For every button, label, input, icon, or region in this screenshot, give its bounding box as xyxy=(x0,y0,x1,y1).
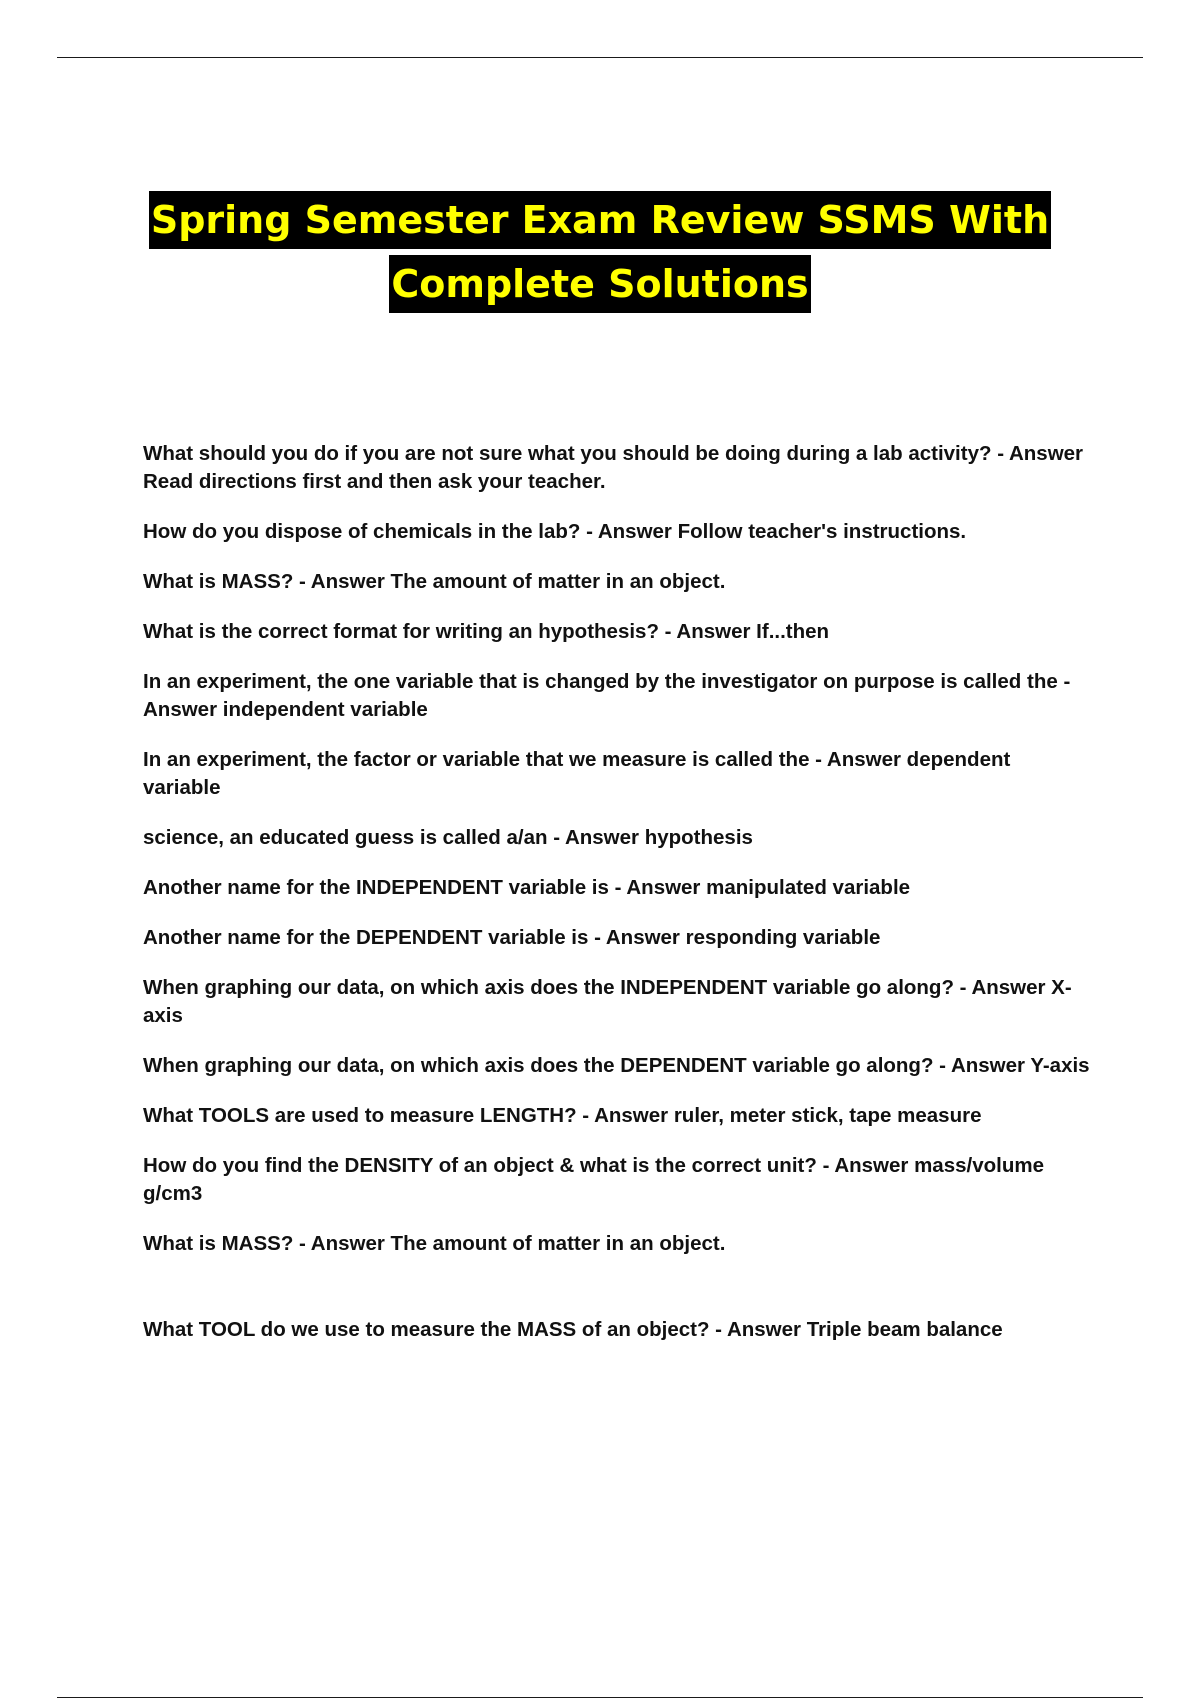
qa-list xyxy=(143,440,1093,1366)
title-line-1: Spring Semester Exam Review SSMS With xyxy=(149,191,1051,249)
qa-item: What TOOL do we use to measure the MASS of an object? - Answer Triple beam balance xyxy=(143,1318,1003,1341)
qa-item: What TOOLS are used to measure LENGTH? - Answer ruler, meter stick, tape measure xyxy=(143,1104,982,1127)
title-line-2: Complete Solutions xyxy=(389,255,810,313)
bottom-rule xyxy=(57,1697,1143,1698)
qa-item: Another name for the INDEPENDENT variable is - Answer manipulated variable xyxy=(143,876,911,899)
qa-item: When graphing our data, on which axis does the INDEPENDENT variable go along? - Answer X-axis xyxy=(143,976,1072,1027)
qa-item: How do you find the DENSITY of an object & what is the correct unit? - Answer mass/volume g/cm3 xyxy=(143,1154,1044,1205)
qa-item: Another name for the DEPENDENT variable is - Answer responding variable xyxy=(143,926,881,949)
qa-item: What is the correct format for writing an hypothesis? - Answer If...then xyxy=(143,620,830,643)
qa-item: What is MASS? - Answer The amount of matter in an object. xyxy=(143,570,726,593)
qa-item: When graphing our data, on which axis does the DEPENDENT variable go along? - Answer Y-axis xyxy=(143,1054,1090,1077)
qa-item: science, an educated guess is called a/an - Answer hypothesis xyxy=(143,826,753,849)
qa-item: How do you dispose of chemicals in the lab? - Answer Follow teacher's instructions. xyxy=(143,520,967,543)
qa-item: In an experiment, the factor or variable that we measure is called the - Answer dependent variable xyxy=(143,748,1011,799)
qa-item: What is MASS? - Answer The amount of matter in an object. xyxy=(143,1232,726,1255)
qa-item: What should you do if you are not sure what you should be doing during a lab activity? - Answer Read directions first and then ask your teacher. xyxy=(143,442,1084,493)
top-rule xyxy=(57,57,1143,58)
document-title xyxy=(0,191,1200,313)
qa-item: In an experiment, the one variable that is changed by the investigator on purpose is called the - Answer independent variable xyxy=(143,670,1071,721)
